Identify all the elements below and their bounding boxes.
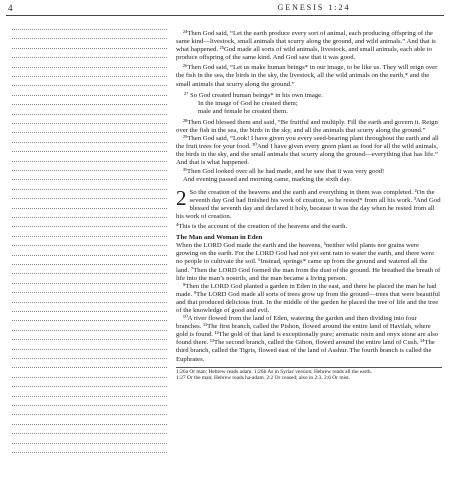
verse-paragraph: ⁸Then the LORD God planted a garden in Eden in the east, and there he placed the man he had made. ⁹The LORD God made all sorts of trees grow up from the ground—trees that were beautiful and that produced delicious fruit. In the middle of the garden he placed the tree of life and the tree of the knowledge of good and evil. — [176, 282, 440, 314]
verse-paragraph: ⁴This is the account of the creation of the heavens and the earth. — [176, 223, 348, 231]
note-line[interactable] — [12, 414, 167, 415]
verse-paragraph: ²⁹Then God said, “Look! I have given you every seed-bearing plant throughout the earth and all the fruit trees for your food. ³⁰And I have given every green plant as food for all the wild animals, the birds in the sky, and the small animals that scurry along the ground—everything that has life.” And that is what happened. — [176, 135, 439, 167]
note-line[interactable] — [12, 264, 167, 265]
note-line[interactable] — [12, 104, 167, 105]
poetry-line: In the image of God he created them; — [198, 99, 298, 107]
note-line[interactable] — [12, 443, 167, 444]
scripture-text-column — [176, 30, 442, 382]
note-line[interactable] — [12, 245, 167, 246]
note-line[interactable] — [12, 123, 167, 124]
note-line[interactable] — [12, 377, 167, 378]
note-line[interactable] — [12, 283, 167, 284]
running-head: GENESIS 1:24 — [277, 3, 351, 12]
verse-paragraph: ²⁸Then God blessed them and said, “Be fruitful and multiply. Fill the earth and govern it. Reign over the fish in the sea, the birds in the sky, and all the animals that scurry along the ground.” — [176, 118, 438, 135]
note-line[interactable] — [12, 170, 167, 171]
note-line[interactable] — [12, 161, 167, 162]
poetry-line: ²⁷ So God created human beings* in his own image. — [184, 91, 323, 99]
footnote-line: 1:26a Or man; Hebrew reads adam. 1:26b As in Syriac version; Hebrew reads all the earth. — [176, 368, 372, 375]
note-line[interactable] — [12, 226, 167, 227]
verse-paragraph: When the LORD God made the earth and the heavens, ⁵neither wild plants nor grains were growing on the earth. For the LORD God had not yet sent rain to water the earth, and there were no people to cultivate the soil. ⁶Instead, springs* came up from the ground and watered all the land. ⁷Then the LORD God formed the man from the dust of the ground. He breathed the breath of life into the man’s nostrils, and the man became a living person. — [176, 242, 441, 282]
note-line[interactable] — [12, 76, 167, 77]
note-line[interactable] — [12, 236, 167, 237]
note-line[interactable] — [12, 255, 167, 256]
chapter-number: 2 — [176, 185, 187, 210]
note-line[interactable] — [12, 396, 167, 397]
note-line[interactable] — [12, 29, 167, 30]
note-line[interactable] — [12, 349, 167, 350]
poetry-line: male and female he created them. — [198, 107, 288, 115]
chapter-2-paragraph — [176, 185, 442, 221]
note-line[interactable] — [12, 386, 167, 387]
verse-paragraph: And evening passed and morning came, marking the sixth day. — [183, 175, 352, 183]
note-line[interactable] — [12, 330, 167, 331]
note-line[interactable] — [12, 95, 167, 96]
note-line[interactable] — [12, 142, 167, 143]
chapter-opening-text: So the creation of the heavens and the earth and everything in them was completed. ²On the seventh day God had finished his work of creation, so he rested* from all his work. ³And God blessed the seventh day and declared it holy, because it was the day when he rested from all his work of creation. — [176, 188, 441, 220]
note-line[interactable] — [12, 151, 167, 152]
note-line[interactable] — [12, 358, 167, 359]
note-line[interactable] — [12, 48, 167, 49]
note-line[interactable] — [12, 57, 167, 58]
notes-column[interactable] — [12, 29, 167, 459]
footnote-line: 1:27 Or the man; Hebrew reads ha-adam. 2:2 Or ceased; also in 2:3. 2:6 Or mist. — [176, 375, 350, 382]
note-line[interactable] — [12, 179, 167, 180]
header-rule — [6, 15, 444, 16]
verse-paragraph: ¹⁰A river flowed from the land of Eden, watering the garden and then dividing into four branches. ¹¹The first branch, called the Pishon, flowed around the entire land of Havilah, where gold is found. ¹²The gold of that land is exceptionally pure; aromatic resin and onyx stone are also found there. ¹³The second branch, called the Gihon, flowed around the entire land of Cush. ¹⁴The third branch, called the Tigris, flowed east of the land of Asshur. The fourth branch is called the Euphrates. — [176, 315, 439, 363]
note-line[interactable] — [12, 189, 167, 190]
note-line[interactable] — [12, 339, 167, 340]
note-line[interactable] — [12, 452, 167, 453]
note-line[interactable] — [12, 67, 167, 68]
note-line[interactable] — [12, 198, 167, 199]
note-line[interactable] — [12, 405, 167, 406]
note-line[interactable] — [12, 292, 167, 293]
page-number: 4 — [8, 3, 13, 13]
footnotes — [176, 369, 442, 382]
note-line[interactable] — [12, 217, 167, 218]
note-line[interactable] — [12, 433, 167, 434]
note-line[interactable] — [12, 38, 167, 39]
note-line[interactable] — [12, 311, 167, 312]
poetry-block — [184, 92, 442, 116]
note-line[interactable] — [12, 85, 167, 86]
verse-paragraph: ²⁴Then God said, “Let the earth produce every sort of animal, each producing offspring of the same kind—livestock, small animals that scurry along the ground, and wild animals.” And that is what happened. ²⁵God made all sorts of wild animals, livestock, and small animals, each able to produce offspring of the same kind. And God saw that it was good. — [176, 30, 436, 62]
note-line[interactable] — [12, 114, 167, 115]
verse-paragraph: ²⁶Then God said, “Let us make human beings* in our image, to be like us. They will reign over the fish in the sea, the birds in the sky, the livestock, all the wild animals on the earth,* and the small animals that scurry along the ground.” — [176, 64, 438, 88]
footnote-rule — [176, 367, 442, 368]
verse-paragraph: ³¹Then God looked over all he had made, and he saw that it was very good! — [183, 167, 385, 175]
note-line[interactable] — [12, 132, 167, 133]
note-line[interactable] — [12, 302, 167, 303]
note-line[interactable] — [12, 367, 167, 368]
section-heading: The Man and Woman in Eden — [176, 234, 263, 242]
note-line[interactable] — [12, 273, 167, 274]
note-line[interactable] — [12, 424, 167, 425]
note-line[interactable] — [12, 320, 167, 321]
note-line[interactable] — [12, 208, 167, 209]
